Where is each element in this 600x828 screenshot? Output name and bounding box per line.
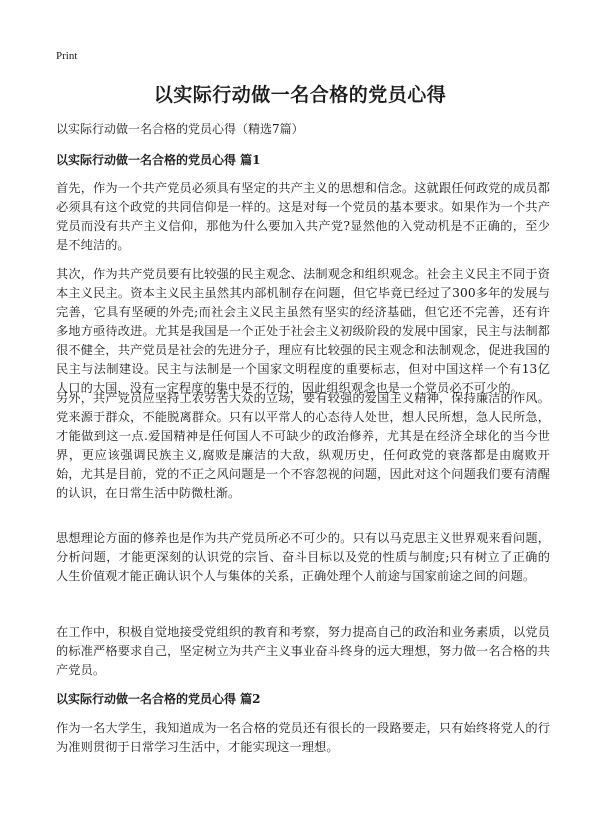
paragraph: 作为一名大学生，我知道成为一名合格的党员还有很长的一段路要走，只有始终将党人的行为准则贯彻于日常学习生活中，才能实现这一理想。 — [56, 721, 550, 754]
paragraph: 在工作中，积极自觉地接受党组织的教育和考察，努力提高自己的政治和业务素质，以党员的标准严格要求自己，坚定树立为共产主义事业奋斗终身的远大理想，努力做一名合格的共产党员。 — [56, 625, 550, 677]
paragraph: 其次，作为共产党员要有比较强的民主观念、法制观念和组织观念。社会主义民主不同于资本主义民主。资本主义民主虽然其内部机制存在问题，但它毕竟已经过了300多年的发展与完善，它具有坚硬的外壳;而社会主义民主虽然有坚实的经济基础，但它还不完善，还有许多地方亟待改进。尤其是我国是一个正处于社会主义初级阶段的发展中国家，民主与法制都很不健全，共产党员是社会的先进分子，理应有比较强的民主观念和法制观念，促进我国的民主与法制建设。民主与法制是一个国家文明程度的重要标志，但对中国这样一个有13亿人口的大国，没有一定程度的集中是不行的，因此组织观念也是一个党员必不可少的。 — [56, 267, 550, 395]
print-link[interactable]: Print — [56, 50, 78, 62]
paragraph: 思想理论方面的修养也是作为共产党员所必不可少的。只有以马克思主义世界观来看问题，分析问题，才能更深刻的认识党的宗旨、奋斗目标以及党的性质与制度;只有树立了正确的人生价值观才能正确认识个人与集体的关系，正确处理个人前途与国家前途之间的问题。 — [56, 531, 550, 583]
document-title: 以实际行动做一名合格的党员心得 — [153, 84, 447, 106]
section-heading-2: 以实际行动做一名合格的党员心得 篇2 — [56, 692, 261, 706]
document-subtitle: 以实际行动做一名合格的党员心得（精选7篇） — [56, 122, 304, 136]
section-heading-1: 以实际行动做一名合格的党员心得 篇1 — [56, 153, 261, 167]
paragraph: 另外，共产党员应坚持工农劳苦大众的立场，要有较强的爱国主义精神，保持廉洁的作风。党来源于群众，不能脱离群众。只有以平常人的心态待人处世，想人民所想，急人民所急，才能做到这一点.爱国精神是任何国人不可缺少的政治修养，尤其是在经济全球化的当今世界，更应该强调民族主义,腐败是廉洁的大敌，纵观历史，任何政党的衰落都是由腐败开始，尤其是目前，党的不正之风问题是一个不容忽视的问题，因此对这个问题我们要有清醒的认识，在日常生活中防微杜渐。 — [56, 391, 550, 500]
paragraph: 首先，作为一个共产党员必须具有坚定的共产主义的思想和信念。这就跟任何政党的成员都必须具有这个政党的共同信仰是一样的。这是对每一个党员的基本要求。如果作为一个共产党员而没有共产主义信仰，那他为什么要加入共产党?显然他的入党动机是不正确的，至少是不纯洁的。 — [56, 181, 550, 252]
